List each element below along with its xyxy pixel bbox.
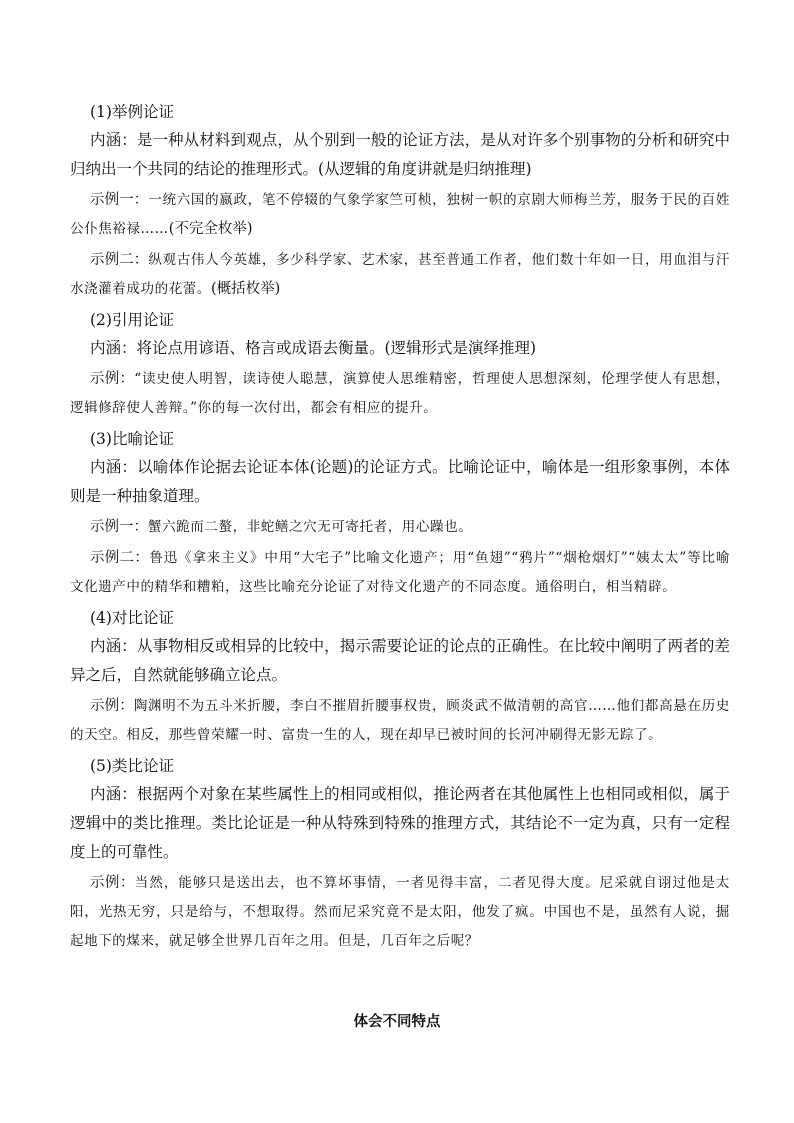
example-paragraph bbox=[70, 365, 730, 423]
connotation-paragraph: 内涵：将论点用谚语、格言或成语去衡量。(逻辑形式是演绎推理) bbox=[90, 339, 537, 357]
section-heading: (3)比喻论证 bbox=[90, 430, 174, 448]
example-paragraph bbox=[70, 186, 730, 244]
document-body bbox=[70, 98, 730, 958]
section-heading: (5)类比论证 bbox=[90, 757, 174, 775]
example-paragraph bbox=[70, 869, 730, 956]
example-lead: 示例二： bbox=[90, 252, 149, 268]
example-text: 纵观古伟人今英雄，多少科学家、艺术家，甚至普通工作者，他们数十年如一日，用血泪与汗水浇灌着成功的花蕾。 bbox=[70, 252, 730, 297]
connotation-paragraph: 内涵：以喻体作论据去论证本体(论题)的论证方式。比喻论证中，喻体是一组形象事例，本体则是一种抽象道理。 bbox=[70, 458, 730, 505]
section-heading: (4)对比论证 bbox=[90, 609, 174, 627]
section-heading: (1)举例论证 bbox=[90, 103, 174, 121]
connotation-paragraph: 内涵：从事物相反或相异的比较中，揭示需要论证的论点的正确性。在比较中阐明了两者的差异之后，自然就能够确立论点。 bbox=[70, 637, 730, 684]
example-note: (不完全枚举) bbox=[168, 221, 253, 237]
example-text: 陶渊明不为五斗米折腰，李白不摧眉折腰事权贵，顾炎武不做清朝的高官……他们都高悬在历史的天空。相反，那些曾荣耀一时、富贵一生的人，现在却早已被时间的长河冲刷得无影无踪了。 bbox=[70, 698, 731, 743]
section-metaphor-argument bbox=[70, 425, 730, 602]
example-lead: 示例二： bbox=[90, 550, 150, 566]
example-lead: 示例： bbox=[90, 698, 134, 714]
example-text: 当然，能够只是送出去，也不算坏事情，一者见得丰富，二者见得大度。尼采就自诩过他是太阳，光热无穷，只是给与，不想取得。然而尼采究竟不是太阳，他发了疯。中国也不是，虽然有人说，掘起地下的煤来，就足够全世界几百年之用。但是，几百年之后呢？ bbox=[70, 875, 731, 949]
example-lead: 示例： bbox=[90, 371, 135, 387]
section-example-argument bbox=[70, 98, 730, 304]
example-paragraph bbox=[70, 513, 730, 542]
section-contrast-argument bbox=[70, 604, 730, 750]
example-text: 鲁迅《拿来主义》中用“大宅子”比喻文化遗产；用“鱼翅”“鸦片”“烟枪烟灯”“姨太太”等比喻文化遗产中的精华和糟粕，这些比喻充分论证了对待文化遗产的不同态度。通俗明白，相当精辟。 bbox=[70, 550, 731, 595]
example-lead: 示例一： bbox=[90, 519, 148, 535]
connotation-paragraph: 内涵：是一种从材料到观点，从个别到一般的论证方法，是从对许多个别事物的分析和研究中归纳出一个共同的结论的推理形式。(从逻辑的角度讲就是归纳推理) bbox=[70, 131, 730, 178]
example-text: 一统六国的嬴政，笔不停辍的气象学家竺可桢，独树一帜的京剧大师梅兰芳，服务于民的百姓公仆焦裕禄…… bbox=[70, 192, 730, 237]
example-paragraph bbox=[70, 246, 730, 304]
example-text: “读史使人明智，读诗使人聪慧，演算使人思维精密，哲理使人思想深刻，伦理学使人有思想，逻辑修辞使人善辩。”你的每一次付出，都会有相应的提升。 bbox=[70, 371, 730, 416]
subsection-title: 体会不同特点 bbox=[353, 1014, 441, 1030]
example-lead: 示例： bbox=[90, 875, 135, 891]
example-lead: 示例一： bbox=[90, 192, 149, 208]
example-paragraph bbox=[70, 544, 730, 602]
example-note: (概括枚举) bbox=[211, 281, 281, 297]
section-quotation-argument bbox=[70, 306, 730, 423]
section-heading: (2)引用论证 bbox=[90, 311, 174, 329]
example-text: 蟹六跪而二螯，非蛇鳝之穴无可寄托者，用心躁也。 bbox=[148, 519, 473, 535]
example-paragraph bbox=[70, 692, 730, 750]
connotation-paragraph: 内涵：根据两个对象在某些属性上的相同或相似，推论两者在其他属性上也相同或相似，属于逻辑中的类比推理。类比论证是一种从特殊到特殊的推理方式，其结论不一定为真，只有一定程度上的可靠性。 bbox=[70, 785, 730, 861]
section-analogy-argument bbox=[70, 752, 730, 956]
